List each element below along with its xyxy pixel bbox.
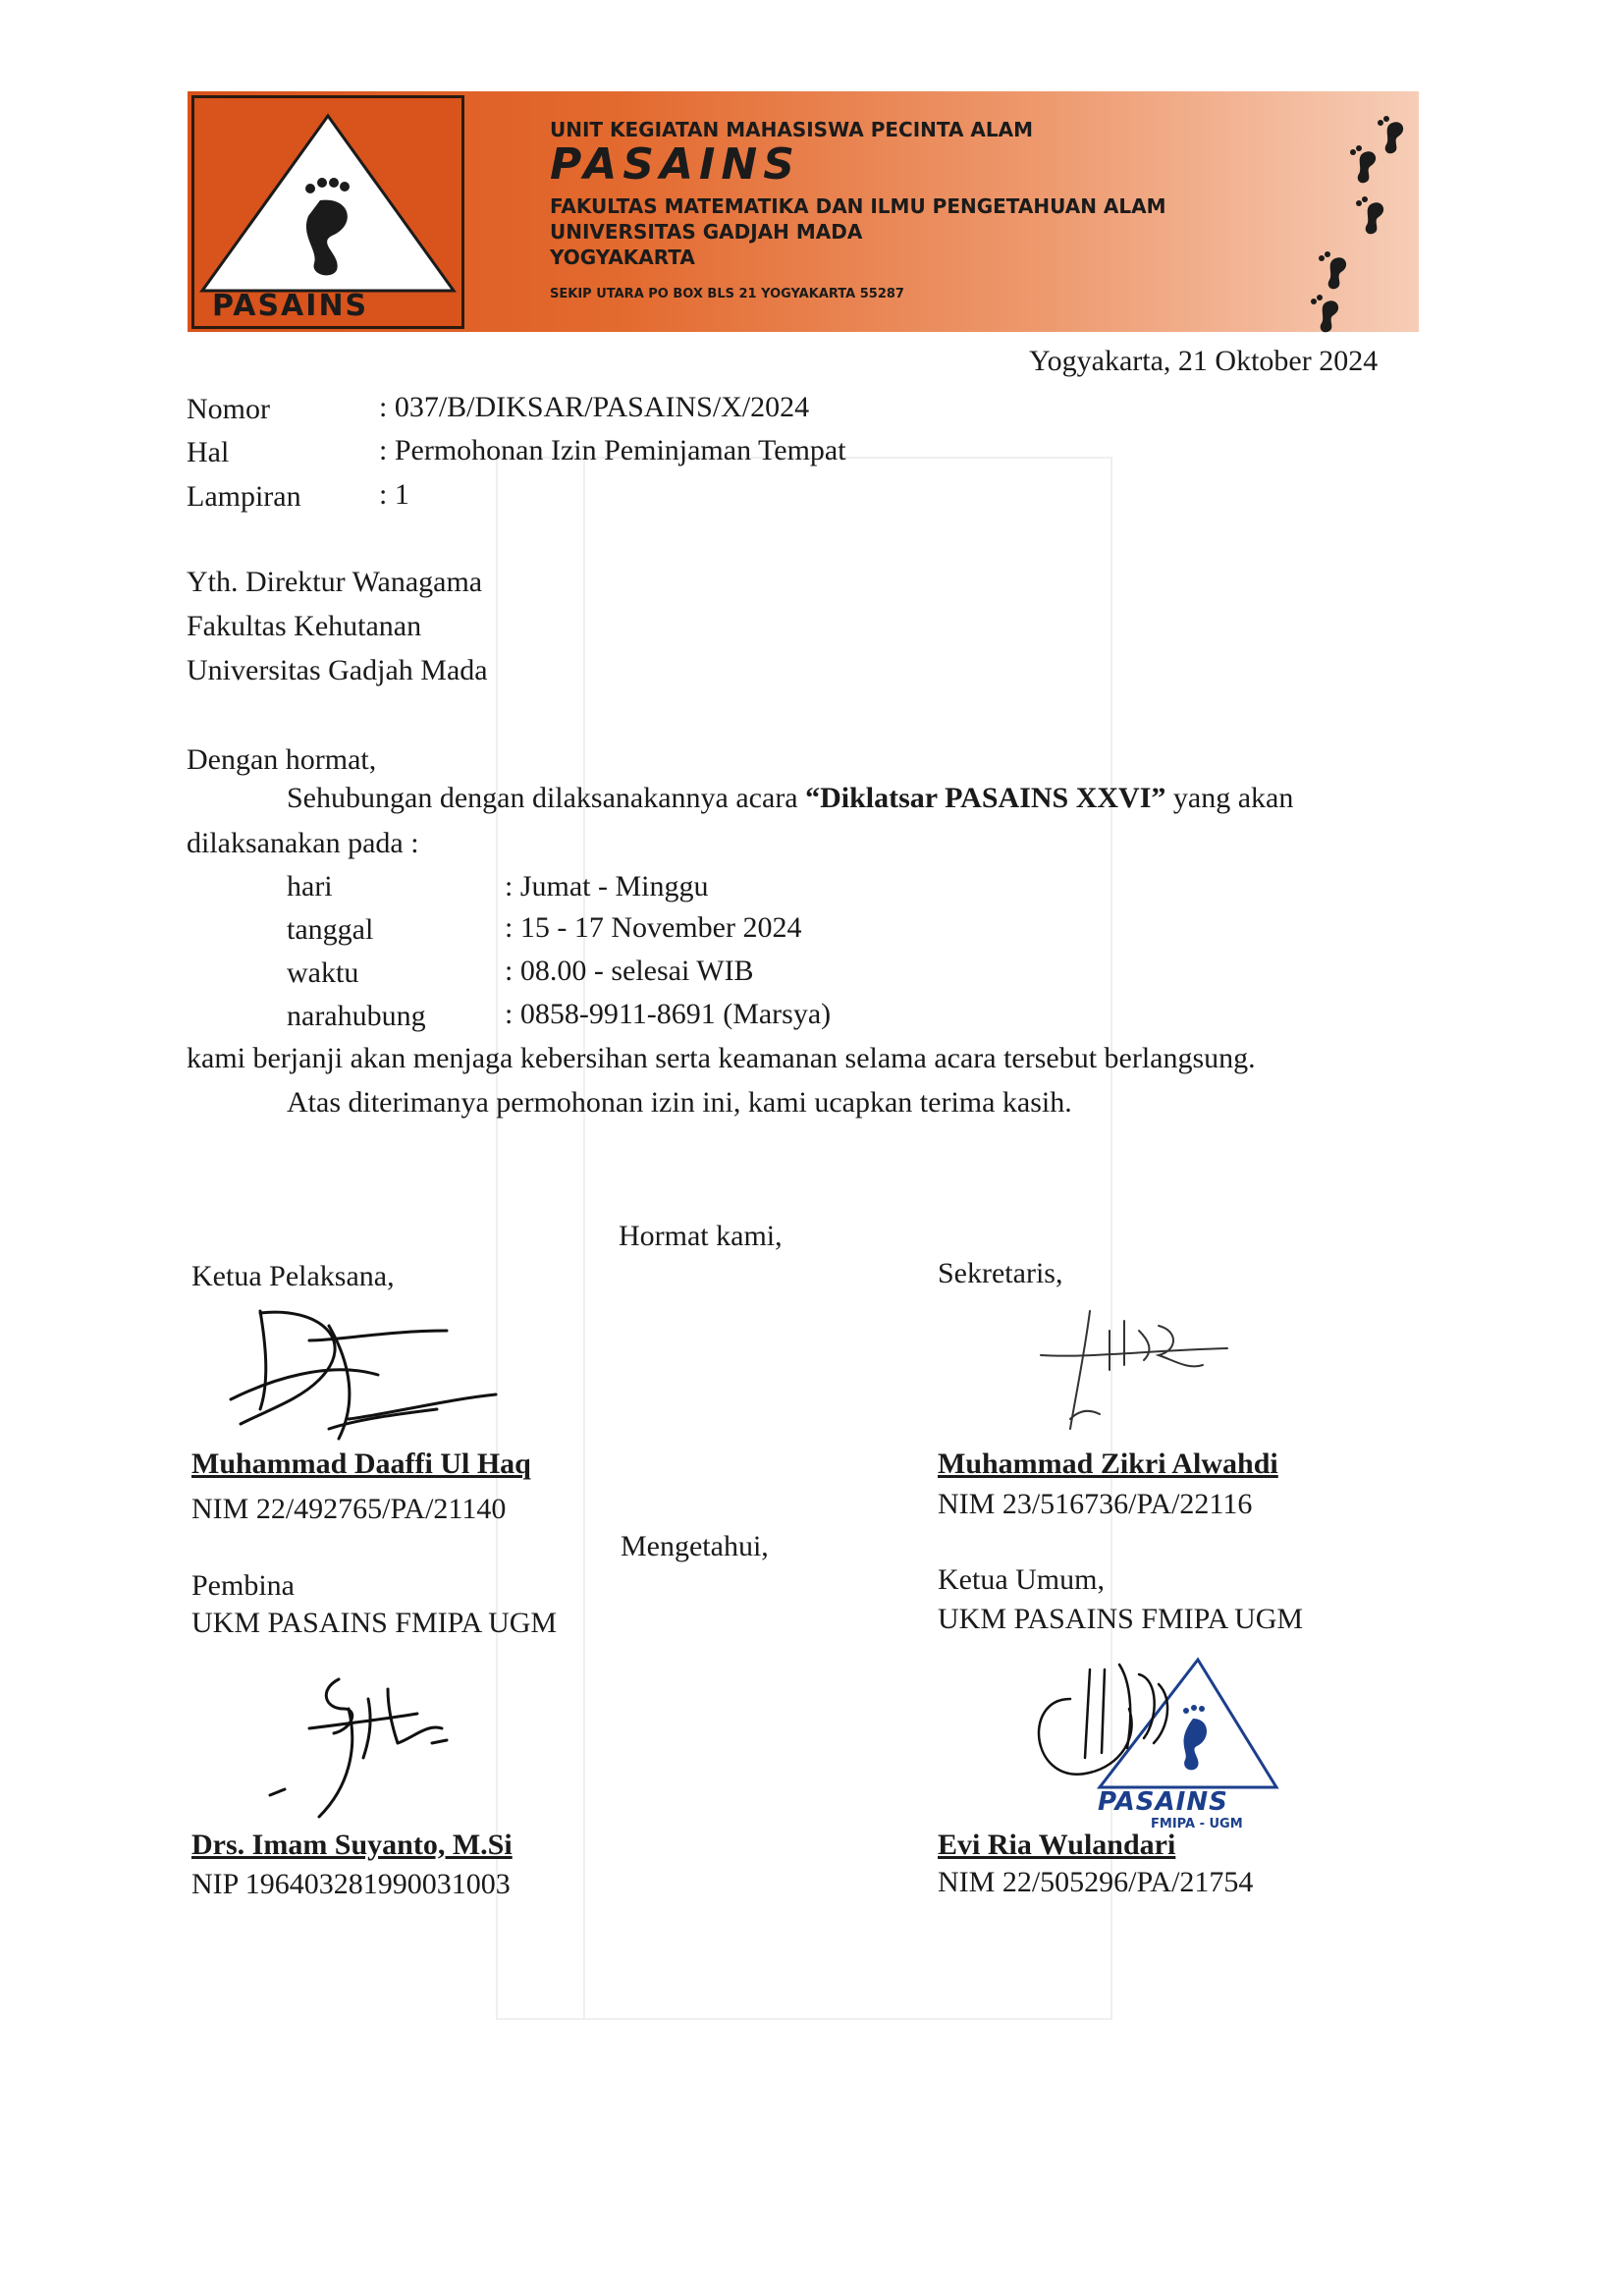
event-name: “Diklatsar PASAINS XXVI” (805, 782, 1166, 814)
detail-value-hari: : Jumat - Minggu (505, 870, 709, 902)
id-sekretaris: NIM 23/516736/PA/22116 (938, 1488, 1253, 1520)
meta-label-lampiran: Lampiran (187, 480, 301, 513)
name-pembina: Drs. Imam Suyanto, M.Si (191, 1829, 513, 1861)
university-line: UNIVERSITAS GADJAH MADA (550, 220, 863, 244)
role-ketua-pelaksana: Ketua Pelaksana, (191, 1260, 395, 1292)
detail-value-narahubung: : 0858-9911-8691 (Marsya) (505, 998, 832, 1030)
recipient-line-2: Fakultas Kehutanan (187, 610, 422, 642)
signature-pembina (250, 1669, 466, 1827)
recipient-line-3: Universitas Gadjah Mada (187, 654, 488, 686)
role-ketua-umum-line-1: Ketua Umum, (938, 1563, 1105, 1596)
detail-label-waktu: waktu (287, 957, 359, 989)
intro-paragraph (287, 782, 1293, 815)
detail-value-waktu: : 08.00 - selesai WIB (505, 955, 754, 987)
stamp-sub: FMIPA - UGM (1151, 1817, 1243, 1831)
signature-sekretaris (1031, 1301, 1247, 1439)
intro-post: yang akan (1165, 782, 1294, 814)
intro-line-2: dilaksanakan pada : (187, 827, 419, 859)
date-line: Yogyakarta, 21 Oktober 2024 (1029, 345, 1379, 377)
detail-label-hari: hari (287, 870, 333, 902)
footprints-icon (1218, 83, 1434, 334)
pasains-logo (191, 95, 464, 329)
role-sekretaris: Sekretaris, (938, 1257, 1063, 1289)
recipient-line-1: Yth. Direktur Wanagama (187, 566, 483, 598)
role-pembina-line-2: UKM PASAINS FMIPA UGM (191, 1607, 558, 1639)
closing-text: Hormat kami, (619, 1220, 783, 1252)
promise-text: kami berjanji akan menjaga kebersihan serta keamanan selama acara tersebut berlangsung. (187, 1042, 1256, 1074)
id-pembina: NIP 196403281990031003 (191, 1868, 511, 1900)
name-ketua-umum: Evi Ria Wulandari (938, 1829, 1176, 1861)
org-line: UNIT KEGIATAN MAHASISWA PECINTA ALAM (550, 118, 1034, 141)
faculty-line: FAKULTAS MATEMATIKA DAN ILMU PENGETAHUAN ALAM (550, 194, 1166, 218)
role-ketua-umum-line-2: UKM PASAINS FMIPA UGM (938, 1603, 1304, 1635)
id-ketua-umum: NIM 22/505296/PA/21754 (938, 1866, 1254, 1898)
name-sekretaris: Muhammad Zikri Alwahdi (938, 1448, 1278, 1480)
name-ketua-pelaksana: Muhammad Daaffi Ul Haq (191, 1448, 531, 1480)
acknowledge-text: Mengetahui, (621, 1530, 769, 1562)
id-ketua-pelaksana: NIM 22/492765/PA/21140 (191, 1493, 507, 1525)
detail-label-tanggal: tanggal (287, 913, 374, 946)
intro-pre: Sehubungan dengan dilaksanakannya acara (287, 782, 806, 814)
meta-label-hal: Hal (187, 436, 230, 468)
logo-text: PASAINS (212, 289, 369, 323)
meta-value-hal: : Permohonan Izin Peminjaman Tempat (379, 434, 846, 466)
meta-label-nomor: Nomor (187, 393, 270, 425)
detail-label-narahubung: narahubung (287, 1000, 426, 1032)
meta-value-nomor: : 037/B/DIKSAR/PASAINS/X/2024 (379, 391, 810, 423)
detail-value-tanggal: : 15 - 17 November 2024 (505, 911, 802, 944)
address-line: SEKIP UTARA PO BOX BLS 21 YOGYAKARTA 55287 (550, 287, 904, 301)
greeting: Dengan hormat, (187, 743, 377, 776)
stamp-brand: PASAINS (1098, 1787, 1228, 1817)
signature-ketua-pelaksana (211, 1301, 506, 1449)
brand-name: PASAINS (550, 139, 800, 190)
meta-value-lampiran: : 1 (379, 478, 409, 511)
thanks-text: Atas diterimanya permohonan izin ini, kami ucapkan terima kasih. (287, 1086, 1072, 1119)
city-line: YOGYAKARTA (550, 246, 695, 269)
role-pembina-line-1: Pembina (191, 1569, 295, 1602)
